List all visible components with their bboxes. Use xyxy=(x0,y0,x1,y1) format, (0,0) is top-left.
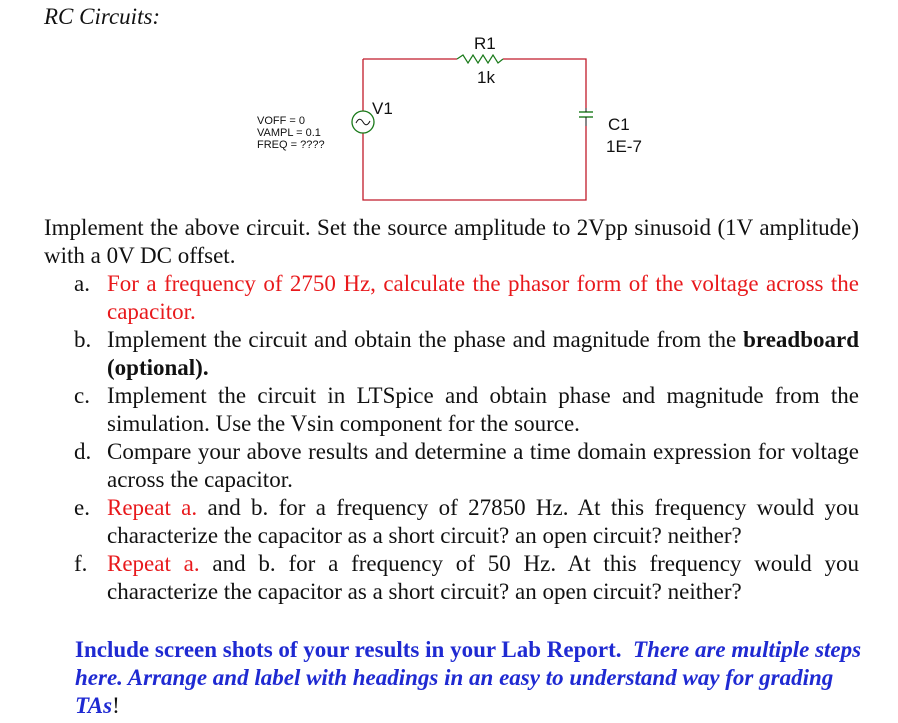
task-item-d xyxy=(74,438,859,494)
intro-paragraph: Implement the above circuit. Set the source amplitude to 2Vpp sinusoid (1V amplitude) with a 0V DC offset. xyxy=(44,215,859,268)
v1-name-label: V1 xyxy=(372,99,393,118)
resistor-r1-icon xyxy=(457,55,503,63)
wire-top-right xyxy=(503,59,586,108)
lab-report-note xyxy=(75,636,865,720)
v1-param-voff: VOFF = 0 xyxy=(257,115,305,127)
v1-param-freq: FREQ = ???? xyxy=(257,139,325,151)
task-text: and b. for a frequency of 50 Hz. At this frequency would you characterize the capacitor as a short circuit? an open circuit? neither? xyxy=(107,551,859,604)
rc-circuit-schematic xyxy=(0,0,898,215)
task-bold-text: breadboard (optional). xyxy=(107,327,860,380)
footer-italic-text: There are multiple steps here. Arrange and label with headings in an easy to understand way for grading TAs xyxy=(75,637,862,718)
task-text: For a frequency of 2750 Hz, calculate the phasor form of the voltage across the capacitor. xyxy=(107,271,859,324)
task-text: Implement the circuit and obtain the phase and magnitude from the xyxy=(107,327,737,352)
task-marker: a. xyxy=(74,271,90,296)
task-marker: c. xyxy=(74,383,90,408)
task-red-text: Repeat a. xyxy=(107,551,200,576)
task-marker: d. xyxy=(74,439,92,464)
task-red-text: Repeat a. xyxy=(107,495,198,520)
task-marker: f. xyxy=(74,551,88,576)
task-item-b xyxy=(74,326,860,382)
capacitor-c1-icon xyxy=(579,108,593,126)
task-item-a xyxy=(74,270,859,326)
task-item-e xyxy=(74,494,860,550)
v1-param-vampl: VAMPL = 0.1 xyxy=(257,127,321,139)
task-item-f xyxy=(74,550,859,606)
wire-left-bottom xyxy=(363,126,586,200)
r1-name-label: R1 xyxy=(474,34,496,53)
sine-source-v1-icon xyxy=(352,111,374,133)
task-marker: b. xyxy=(74,327,92,352)
task-text: Implement the circuit in LTSpice and obtain phase and magnitude from the simulation. Use the Vsin component for the source. xyxy=(107,383,859,436)
page-heading: RC Circuits: xyxy=(44,4,161,29)
task-text: Compare your above results and determine a time domain expression for voltage across the capacitor. xyxy=(107,439,859,492)
task-marker: e. xyxy=(74,495,90,520)
footer-end-text: ! xyxy=(112,693,120,718)
c1-name-label: C1 xyxy=(608,115,630,134)
task-text: and b. for a frequency of 27850 Hz. At this frequency would you characterize the capacitor as a short circuit? an open circuit? neither? xyxy=(107,495,860,548)
task-list xyxy=(74,270,860,606)
footer-bold-text: Include screen shots of your results in your Lab Report. xyxy=(75,637,622,662)
c1-value-label: 1E-7 xyxy=(606,137,642,156)
r1-value-label: 1k xyxy=(477,68,495,87)
task-item-c xyxy=(74,382,859,438)
